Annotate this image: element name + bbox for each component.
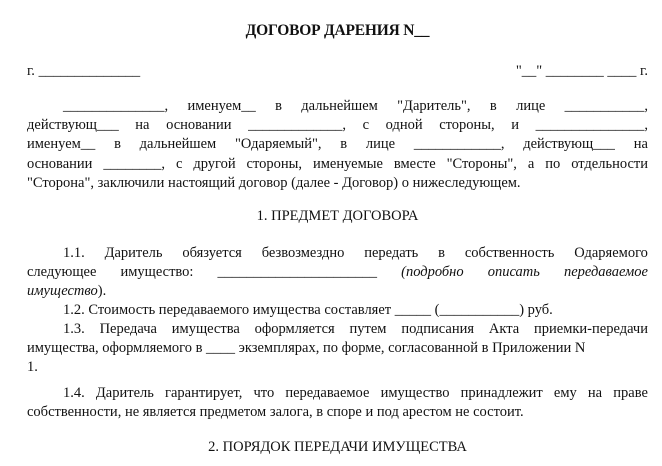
word: ____________, <box>413 136 505 153</box>
word: праве <box>613 385 648 401</box>
word: Даритель <box>95 385 154 401</box>
word: Акта <box>488 321 520 337</box>
word: основании <box>27 155 93 172</box>
word: в <box>275 98 282 114</box>
word: стороны, <box>439 117 495 134</box>
clause-1-1-line-3 <box>27 282 648 301</box>
clause-1-1-line-1 <box>27 244 648 263</box>
preamble-line-4 <box>27 155 648 174</box>
word: что <box>253 385 275 401</box>
word: в <box>438 245 445 261</box>
word: имущество <box>380 385 450 401</box>
word: передать <box>364 245 419 261</box>
word: безвозмездно <box>261 245 345 261</box>
italic-word: передаваемое <box>563 264 648 281</box>
word: "Стороны", <box>446 155 517 172</box>
word: дальнейшем <box>301 98 378 114</box>
word: передаваемое <box>285 385 370 401</box>
word: гарантирует, <box>165 385 243 401</box>
word: и <box>511 117 520 134</box>
word: вместе <box>393 155 436 172</box>
word: ему <box>553 385 577 401</box>
preamble-line-5: "Сторона", заключили настоящий договор (далее - Договор) о нижеследующем. <box>27 174 521 191</box>
word: в <box>489 98 497 114</box>
word: 1.4. <box>63 385 85 401</box>
word: "Даритель", <box>397 98 471 114</box>
word: следующее <box>27 264 97 281</box>
clause-1-3-line-3: 1. <box>27 359 38 376</box>
italic-word: (подробно <box>401 264 464 281</box>
word: путем <box>349 321 387 337</box>
preamble-line-3 <box>27 135 648 154</box>
word: ___________, <box>564 98 648 114</box>
word: на <box>633 136 648 153</box>
clause-1-3 <box>27 320 648 378</box>
punctuation: ). <box>97 283 107 300</box>
word: одной <box>385 117 423 134</box>
clause-1-1 <box>27 244 648 302</box>
word: лице <box>365 136 396 153</box>
clause-1-4 <box>27 384 648 422</box>
word: основании <box>166 117 232 134</box>
document-title: ДОГОВОР ДАРЕНИЯ N__ <box>245 22 430 39</box>
italic-word: имущество <box>27 283 98 300</box>
section-1-heading: 1. ПРЕДМЕТ ДОГОВОРА <box>256 208 419 224</box>
word: ______________, <box>63 98 169 114</box>
word: дальнейшем <box>139 136 217 153</box>
section-2-heading: 2. ПОРЯДОК ПЕРЕДАЧИ ИМУЩЕСТВА <box>208 439 467 455</box>
word: действующ___ <box>27 117 119 134</box>
word: обязуется <box>182 245 242 261</box>
clause-1-1-line-2 <box>27 263 648 282</box>
word: стороны, <box>246 155 303 172</box>
word: _____________, <box>248 117 346 134</box>
clause-1-3-line-2: имущества, оформляемого в ____ экземплярах, по форме, согласованной в Приложении N <box>27 340 586 357</box>
word: Передача <box>99 321 157 337</box>
word: на <box>587 385 603 401</box>
word: на <box>135 117 150 134</box>
word: а <box>527 155 535 172</box>
word: с <box>175 155 183 172</box>
word: подписания <box>401 321 475 337</box>
word: именуем__ <box>187 98 256 114</box>
word: Даритель <box>104 245 163 261</box>
word: именуем__ <box>27 136 96 153</box>
word: 1.3. <box>63 321 85 337</box>
preamble-paragraph <box>27 97 648 193</box>
word: принадлежит <box>460 385 543 401</box>
word: в <box>114 136 121 153</box>
clause-1-4-line-1 <box>27 384 648 403</box>
word: приемки-передачи <box>533 321 648 337</box>
date-field: "__" ________ ____ г. <box>515 63 648 79</box>
word: 1.1. <box>63 245 85 261</box>
word: _______________, <box>535 117 648 134</box>
word: с <box>362 117 370 134</box>
word: имущества <box>171 321 240 337</box>
word: Одаряемого <box>574 245 648 261</box>
place-blank: ______________ <box>38 63 141 79</box>
word: лице <box>516 98 546 114</box>
clause-1-2: 1.2. Стоимость передаваемого имущества составляет _____ (___________) руб. <box>63 302 553 318</box>
property-blank: ______________________ <box>217 264 378 281</box>
word: отдельности <box>571 155 648 172</box>
word: имущество: <box>120 264 194 281</box>
word: оформляется <box>254 321 335 337</box>
word: "Одаряемый", <box>234 136 322 153</box>
word: другой <box>193 155 236 172</box>
place-field <box>27 63 140 80</box>
word: действующ___ <box>523 136 615 153</box>
italic-word: описать <box>487 264 540 281</box>
preamble-line-1 <box>27 97 648 116</box>
word: именуемые <box>312 155 383 172</box>
word: ________, <box>103 155 165 172</box>
word: собственность <box>464 245 555 261</box>
word: по <box>545 155 561 172</box>
clause-1-3-line-1 <box>27 320 648 339</box>
place-prefix: г. <box>27 63 35 79</box>
word: в <box>340 136 348 153</box>
preamble-line-2 <box>27 116 648 135</box>
clause-1-4-line-2: собственности, не является предметом залога, в споре и под арестом не состоит. <box>27 404 524 421</box>
